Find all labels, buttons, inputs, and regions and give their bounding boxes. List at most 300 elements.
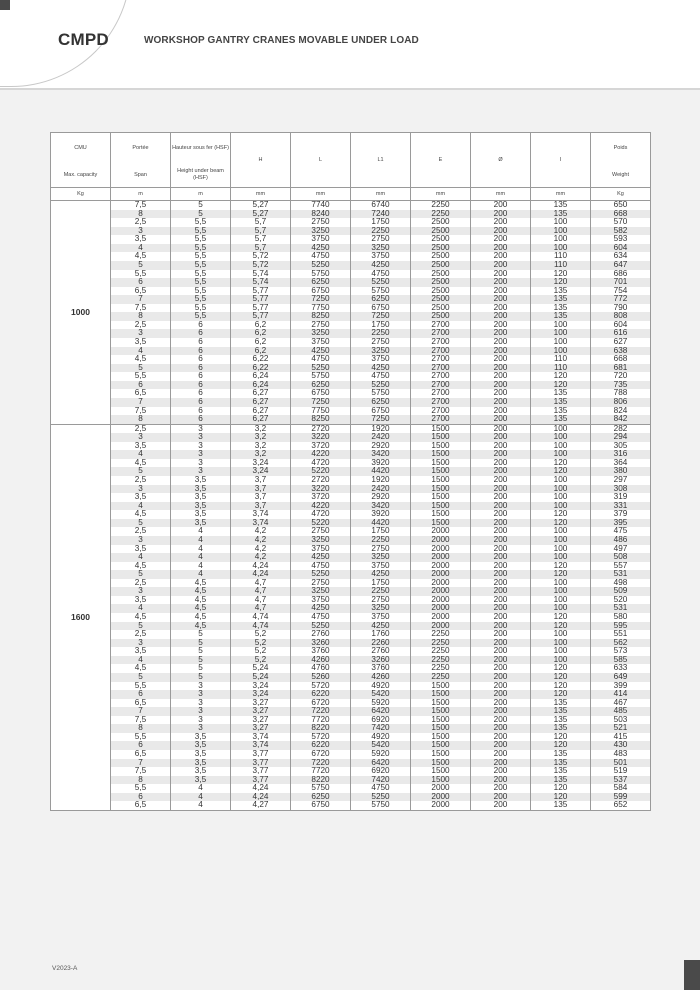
table-cell: 3,2 bbox=[231, 442, 291, 451]
table-cell: 4 bbox=[171, 570, 231, 579]
table-cell: 1920 bbox=[351, 424, 411, 433]
table-row bbox=[51, 381, 651, 390]
table-cell: 3,77 bbox=[231, 767, 291, 776]
table-cell: 824 bbox=[591, 407, 651, 416]
table-row bbox=[51, 433, 651, 442]
table-cell: 120 bbox=[531, 562, 591, 571]
table-cell: 1920 bbox=[351, 476, 411, 485]
table-cell: 3,5 bbox=[111, 338, 171, 347]
table-cell: 5,27 bbox=[231, 210, 291, 219]
table-cell: 5,5 bbox=[111, 682, 171, 691]
table-cell: 5,77 bbox=[231, 304, 291, 313]
table-cell: 754 bbox=[591, 287, 651, 296]
table-cell: 415 bbox=[591, 733, 651, 742]
header-weight-fr: Poids bbox=[591, 133, 651, 163]
table-cell: 120 bbox=[531, 467, 591, 476]
side-tab-mark bbox=[684, 960, 700, 990]
table-cell: 120 bbox=[531, 784, 591, 793]
table-cell: 5220 bbox=[291, 467, 351, 476]
table-cell: 3,5 bbox=[171, 759, 231, 768]
table-cell: 135 bbox=[531, 295, 591, 304]
table-cell: 2750 bbox=[351, 596, 411, 605]
table-cell: 2,5 bbox=[111, 579, 171, 588]
table-cell: 100 bbox=[531, 647, 591, 656]
table-cell: 5 bbox=[111, 519, 171, 528]
table-cell: 2720 bbox=[291, 476, 351, 485]
table-cell: 200 bbox=[471, 218, 531, 227]
table-cell: 135 bbox=[531, 759, 591, 768]
table-cell: 200 bbox=[471, 733, 531, 742]
table-row bbox=[51, 699, 651, 708]
table-cell: 4250 bbox=[351, 622, 411, 631]
table-cell: 4 bbox=[171, 545, 231, 554]
table-cell: 1500 bbox=[411, 759, 471, 768]
table-cell: 2700 bbox=[411, 355, 471, 364]
table-cell: 5 bbox=[111, 570, 171, 579]
table-cell: 4 bbox=[111, 347, 171, 356]
table-cell: 2250 bbox=[351, 536, 411, 545]
table-cell: 4750 bbox=[351, 784, 411, 793]
table-cell: 200 bbox=[471, 235, 531, 244]
table-cell: 4,5 bbox=[171, 596, 231, 605]
header-cmu-en: Max. capacity bbox=[51, 163, 111, 188]
table-cell: 3,5 bbox=[171, 733, 231, 742]
table-row bbox=[51, 321, 651, 330]
table-cell: 200 bbox=[471, 673, 531, 682]
table-cell: 6720 bbox=[291, 750, 351, 759]
table-cell: 430 bbox=[591, 741, 651, 750]
table-cell: 2,5 bbox=[111, 321, 171, 330]
table-cell: 521 bbox=[591, 724, 651, 733]
table-cell: 1500 bbox=[411, 502, 471, 511]
table-cell: 4,24 bbox=[231, 562, 291, 571]
table-cell: 200 bbox=[471, 287, 531, 296]
table-cell: 2000 bbox=[411, 793, 471, 802]
table-cell: 7220 bbox=[291, 707, 351, 716]
table-cell: 5 bbox=[171, 201, 231, 210]
table-cell: 483 bbox=[591, 750, 651, 759]
table-cell: 2000 bbox=[411, 604, 471, 613]
table-cell: 5250 bbox=[291, 622, 351, 631]
table-cell: 5 bbox=[111, 467, 171, 476]
table-row bbox=[51, 502, 651, 511]
table-cell: 200 bbox=[471, 699, 531, 708]
table-row bbox=[51, 329, 651, 338]
table-cell: 5,5 bbox=[171, 312, 231, 321]
table-cell: 562 bbox=[591, 639, 651, 648]
table-cell: 4,2 bbox=[231, 553, 291, 562]
table-cell: 3,5 bbox=[111, 647, 171, 656]
table-cell: 200 bbox=[471, 647, 531, 656]
table-cell: 200 bbox=[471, 622, 531, 631]
table-cell: 8220 bbox=[291, 776, 351, 785]
table-row bbox=[51, 389, 651, 398]
table-cell: 4 bbox=[171, 553, 231, 562]
table-cell: 647 bbox=[591, 261, 651, 270]
unit-cell: m bbox=[111, 188, 171, 201]
table-cell: 5,7 bbox=[231, 227, 291, 236]
table-cell: 110 bbox=[531, 252, 591, 261]
table-cell: 3,5 bbox=[111, 596, 171, 605]
table-cell: 6,2 bbox=[231, 347, 291, 356]
table-cell: 6250 bbox=[291, 381, 351, 390]
table-cell: 316 bbox=[591, 450, 651, 459]
table-cell: 4720 bbox=[291, 510, 351, 519]
header-span-fr: Portée bbox=[111, 133, 171, 163]
table-cell: 1500 bbox=[411, 450, 471, 459]
table-row bbox=[51, 218, 651, 227]
table-cell: 6250 bbox=[291, 793, 351, 802]
table-cell: 120 bbox=[531, 519, 591, 528]
table-row bbox=[51, 562, 651, 571]
page-header bbox=[0, 0, 700, 90]
table-cell: 200 bbox=[471, 201, 531, 210]
table-cell: 200 bbox=[471, 372, 531, 381]
table-cell: 100 bbox=[531, 545, 591, 554]
table-cell: 2750 bbox=[291, 527, 351, 536]
table-row bbox=[51, 304, 651, 313]
table-cell: 4 bbox=[171, 536, 231, 545]
table-cell: 3250 bbox=[351, 347, 411, 356]
table-cell: 7750 bbox=[291, 304, 351, 313]
table-cell: 4,74 bbox=[231, 613, 291, 622]
table-cell: 1500 bbox=[411, 690, 471, 699]
table-cell: 100 bbox=[531, 596, 591, 605]
table-cell: 200 bbox=[471, 613, 531, 622]
table-row bbox=[51, 750, 651, 759]
table-row bbox=[51, 459, 651, 468]
table-cell: 1750 bbox=[351, 579, 411, 588]
table-cell: 4,24 bbox=[231, 793, 291, 802]
table-cell: 2000 bbox=[411, 613, 471, 622]
table-cell: 3250 bbox=[351, 553, 411, 562]
table-cell: 5,5 bbox=[171, 235, 231, 244]
table-cell: 3260 bbox=[291, 639, 351, 648]
table-cell: 5260 bbox=[291, 673, 351, 682]
table-cell: 2250 bbox=[411, 630, 471, 639]
table-cell: 2250 bbox=[411, 647, 471, 656]
table-cell: 100 bbox=[531, 329, 591, 338]
table-cell: 200 bbox=[471, 278, 531, 287]
table-cell: 100 bbox=[531, 347, 591, 356]
table-row bbox=[51, 622, 651, 631]
table-cell: 2500 bbox=[411, 218, 471, 227]
unit-cell: mm bbox=[351, 188, 411, 201]
table-cell: 5,27 bbox=[231, 201, 291, 210]
table-cell: 503 bbox=[591, 716, 651, 725]
table-row bbox=[51, 587, 651, 596]
table-cell: 5250 bbox=[291, 364, 351, 373]
table-cell: 497 bbox=[591, 545, 651, 554]
table-cell: 135 bbox=[531, 699, 591, 708]
table-cell: 531 bbox=[591, 604, 651, 613]
table-cell: 808 bbox=[591, 312, 651, 321]
table-cell: 200 bbox=[471, 398, 531, 407]
table-cell: 4 bbox=[171, 562, 231, 571]
table-cell: 485 bbox=[591, 707, 651, 716]
table-cell: 135 bbox=[531, 407, 591, 416]
table-cell: 5,5 bbox=[171, 227, 231, 236]
table-cell: 3,5 bbox=[171, 776, 231, 785]
table-cell: 2500 bbox=[411, 270, 471, 279]
table-cell: 200 bbox=[471, 707, 531, 716]
table-cell: 4750 bbox=[291, 562, 351, 571]
table-cell: 2750 bbox=[351, 338, 411, 347]
table-cell: 135 bbox=[531, 750, 591, 759]
table-cell: 331 bbox=[591, 502, 651, 511]
table-cell: 5,2 bbox=[231, 630, 291, 639]
table-cell: 4250 bbox=[351, 364, 411, 373]
table-row bbox=[51, 673, 651, 682]
table-cell: 4260 bbox=[351, 673, 411, 682]
table-cell: 4,5 bbox=[111, 664, 171, 673]
table-cell: 120 bbox=[531, 278, 591, 287]
table-cell: 294 bbox=[591, 433, 651, 442]
table-cell: 2700 bbox=[411, 321, 471, 330]
table-cell: 6,22 bbox=[231, 364, 291, 373]
header-span-en: Span bbox=[111, 163, 171, 188]
table-cell: 200 bbox=[471, 587, 531, 596]
table-cell: 200 bbox=[471, 502, 531, 511]
table-row bbox=[51, 784, 651, 793]
table-cell: 2500 bbox=[411, 295, 471, 304]
header-weight-en: Weight bbox=[591, 163, 651, 188]
table-cell: 3 bbox=[111, 639, 171, 648]
table-cell: 7240 bbox=[351, 210, 411, 219]
table-cell: 509 bbox=[591, 587, 651, 596]
table-cell: 100 bbox=[531, 493, 591, 502]
table-row bbox=[51, 664, 651, 673]
header-hsf-en: Height under beam (HSF) bbox=[171, 163, 231, 188]
table-cell: 5,24 bbox=[231, 664, 291, 673]
table-cell: 5,74 bbox=[231, 270, 291, 279]
table-cell: 3 bbox=[111, 536, 171, 545]
table-cell: 2760 bbox=[351, 647, 411, 656]
table-cell: 5,2 bbox=[231, 656, 291, 665]
table-cell: 200 bbox=[471, 381, 531, 390]
table-row bbox=[51, 604, 651, 613]
table-cell: 7,5 bbox=[111, 407, 171, 416]
table-cell: 7250 bbox=[351, 415, 411, 424]
table-cell: 4250 bbox=[351, 570, 411, 579]
header-cmu-fr: CMU bbox=[51, 133, 111, 163]
table-cell: 604 bbox=[591, 244, 651, 253]
table-cell: 3,7 bbox=[231, 485, 291, 494]
table-cell: 4,5 bbox=[171, 579, 231, 588]
table-cell: 6750 bbox=[291, 287, 351, 296]
table-cell: 200 bbox=[471, 270, 531, 279]
table-cell: 200 bbox=[471, 338, 531, 347]
table-cell: 3,5 bbox=[171, 519, 231, 528]
table-cell: 1500 bbox=[411, 716, 471, 725]
table-cell: 200 bbox=[471, 793, 531, 802]
table-cell: 200 bbox=[471, 545, 531, 554]
table-cell: 308 bbox=[591, 485, 651, 494]
table-cell: 120 bbox=[531, 459, 591, 468]
table-cell: 3760 bbox=[351, 664, 411, 673]
table-cell: 4 bbox=[111, 604, 171, 613]
table-cell: 633 bbox=[591, 664, 651, 673]
table-cell: 200 bbox=[471, 442, 531, 451]
table-cell: 100 bbox=[531, 587, 591, 596]
table-cell: 1500 bbox=[411, 707, 471, 716]
table-cell: 5750 bbox=[351, 287, 411, 296]
table-row bbox=[51, 485, 651, 494]
table-cell: 4,5 bbox=[171, 613, 231, 622]
table-cell: 3 bbox=[171, 716, 231, 725]
table-cell: 6 bbox=[171, 329, 231, 338]
table-cell: 531 bbox=[591, 570, 651, 579]
table-cell: 6250 bbox=[351, 398, 411, 407]
table-cell: 2500 bbox=[411, 227, 471, 236]
table-row bbox=[51, 227, 651, 236]
table-cell: 100 bbox=[531, 424, 591, 433]
table-cell: 8 bbox=[111, 776, 171, 785]
table-cell: 135 bbox=[531, 389, 591, 398]
table-cell: 3 bbox=[171, 699, 231, 708]
table-cell: 2700 bbox=[411, 338, 471, 347]
table-cell: 3,24 bbox=[231, 467, 291, 476]
table-cell: 200 bbox=[471, 295, 531, 304]
table-cell: 1500 bbox=[411, 459, 471, 468]
unit-cell: mm bbox=[471, 188, 531, 201]
table-row bbox=[51, 201, 651, 210]
table-cell: 1500 bbox=[411, 724, 471, 733]
table-cell: 100 bbox=[531, 656, 591, 665]
table-row bbox=[51, 570, 651, 579]
table-row bbox=[51, 287, 651, 296]
table-cell: 395 bbox=[591, 519, 651, 528]
table-cell: 2000 bbox=[411, 536, 471, 545]
table-cell: 467 bbox=[591, 699, 651, 708]
table-cell: 3,5 bbox=[171, 767, 231, 776]
table-cell: 4,2 bbox=[231, 545, 291, 554]
table-cell: 4750 bbox=[351, 372, 411, 381]
header-h: H bbox=[231, 133, 291, 188]
table-cell: 1750 bbox=[351, 527, 411, 536]
table-cell: 4,5 bbox=[111, 562, 171, 571]
table-cell: 2000 bbox=[411, 587, 471, 596]
table-cell: 5 bbox=[171, 630, 231, 639]
table-row bbox=[51, 261, 651, 270]
table-cell: 2250 bbox=[351, 587, 411, 596]
table-cell: 5,5 bbox=[171, 270, 231, 279]
table-cell: 120 bbox=[531, 613, 591, 622]
table-cell: 584 bbox=[591, 784, 651, 793]
table-cell: 5,5 bbox=[171, 295, 231, 304]
table-cell: 5250 bbox=[291, 261, 351, 270]
table-cell: 7220 bbox=[291, 759, 351, 768]
table-cell: 2500 bbox=[411, 287, 471, 296]
table-cell: 788 bbox=[591, 389, 651, 398]
table-cell: 3 bbox=[111, 433, 171, 442]
table-row bbox=[51, 647, 651, 656]
table-cell: 3,2 bbox=[231, 450, 291, 459]
table-row bbox=[51, 776, 651, 785]
table-cell: 6,2 bbox=[231, 338, 291, 347]
table-row bbox=[51, 270, 651, 279]
table-cell: 5,5 bbox=[111, 733, 171, 742]
table-cell: 1500 bbox=[411, 682, 471, 691]
table-cell: 2750 bbox=[291, 321, 351, 330]
table-cell: 4,7 bbox=[231, 596, 291, 605]
table-row bbox=[51, 579, 651, 588]
table-cell: 6,24 bbox=[231, 372, 291, 381]
version-label: V2023-A bbox=[52, 965, 78, 972]
table-cell: 1500 bbox=[411, 750, 471, 759]
table-cell: 6,24 bbox=[231, 381, 291, 390]
table-cell: 5,77 bbox=[231, 295, 291, 304]
table-cell: 200 bbox=[471, 776, 531, 785]
table-cell: 5 bbox=[111, 364, 171, 373]
table-cell: 6 bbox=[171, 364, 231, 373]
table-row bbox=[51, 759, 651, 768]
table-cell: 2000 bbox=[411, 784, 471, 793]
table-cell: 7,5 bbox=[111, 201, 171, 210]
table-cell: 100 bbox=[531, 244, 591, 253]
table-cell: 2,5 bbox=[111, 527, 171, 536]
table-cell: 2500 bbox=[411, 304, 471, 313]
table-cell: 6 bbox=[171, 389, 231, 398]
table-cell: 580 bbox=[591, 613, 651, 622]
table-cell: 3220 bbox=[291, 433, 351, 442]
table-cell: 4,5 bbox=[111, 613, 171, 622]
table-row bbox=[51, 338, 651, 347]
table-cell: 638 bbox=[591, 347, 651, 356]
table-cell: 7720 bbox=[291, 716, 351, 725]
table-cell: 5,5 bbox=[111, 372, 171, 381]
table-cell: 4,24 bbox=[231, 570, 291, 579]
table-cell: 100 bbox=[531, 442, 591, 451]
table-cell: 681 bbox=[591, 364, 651, 373]
table-cell: 110 bbox=[531, 355, 591, 364]
table-cell: 2700 bbox=[411, 407, 471, 416]
table-cell: 4 bbox=[171, 784, 231, 793]
table-cell: 3720 bbox=[291, 442, 351, 451]
table-cell: 200 bbox=[471, 553, 531, 562]
table-cell: 2000 bbox=[411, 553, 471, 562]
table-cell: 5,5 bbox=[171, 278, 231, 287]
table-cell: 100 bbox=[531, 338, 591, 347]
table-cell: 3,24 bbox=[231, 690, 291, 699]
table-cell: 135 bbox=[531, 287, 591, 296]
table-cell: 5,5 bbox=[111, 784, 171, 793]
table-cell: 120 bbox=[531, 690, 591, 699]
table-cell: 3,5 bbox=[171, 750, 231, 759]
table-cell: 4 bbox=[111, 656, 171, 665]
table-row bbox=[51, 493, 651, 502]
table-cell: 519 bbox=[591, 767, 651, 776]
table-cell: 8250 bbox=[291, 312, 351, 321]
table-row bbox=[51, 510, 651, 519]
table-cell: 100 bbox=[531, 476, 591, 485]
table-cell: 135 bbox=[531, 767, 591, 776]
table-cell: 1500 bbox=[411, 510, 471, 519]
table-cell: 2750 bbox=[291, 218, 351, 227]
table-cell: 6 bbox=[171, 338, 231, 347]
table-cell: 200 bbox=[471, 801, 531, 810]
table-row bbox=[51, 210, 651, 219]
table-cell: 3750 bbox=[351, 355, 411, 364]
table-cell: 3 bbox=[171, 682, 231, 691]
table-cell: 3,74 bbox=[231, 519, 291, 528]
specs-table-body bbox=[51, 201, 651, 811]
table-cell: 3250 bbox=[351, 244, 411, 253]
table-cell: 4,5 bbox=[111, 355, 171, 364]
table-row bbox=[51, 724, 651, 733]
table-cell: 200 bbox=[471, 210, 531, 219]
cmu-group-cell: 1600 bbox=[51, 424, 111, 810]
